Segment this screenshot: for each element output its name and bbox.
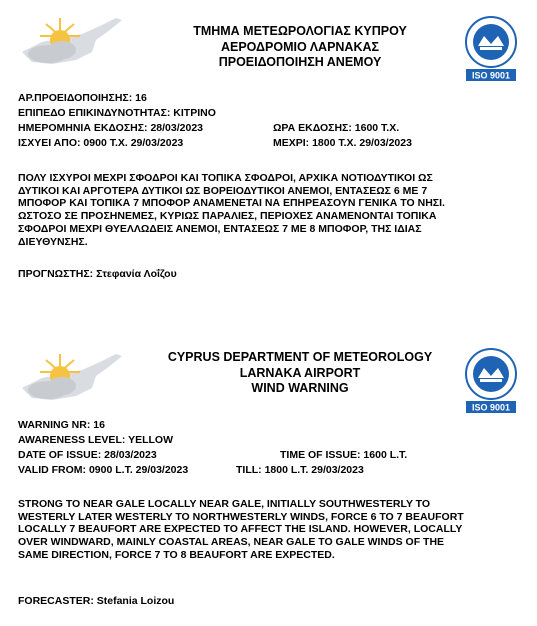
issue-time: TIME OF ISSUE: 1600 L.T. <box>280 449 408 461</box>
warning-meta <box>18 91 412 151</box>
department-title: CYPRUS DEPARTMENT OF METEOROLOGY <box>167 350 433 364</box>
iso-seal <box>462 16 520 82</box>
valid-from: ΙΣΧΥΕΙ ΑΠΟ: 0900 Τ.Χ. 29/03/2023 <box>18 137 184 149</box>
forecaster: FORECASTER: Stefania Loizou <box>18 595 175 607</box>
warning-text-line: ΔΙΕΥΘΥΝΣΗΣ. <box>18 235 88 248</box>
department-title: ΤΜΗΜΑ ΜΕΤΕΩΡΟΛΟΓΙΑΣ ΚΥΠΡΟΥ <box>193 24 407 38</box>
warning-text-line: OVER WINDWARD, MAINLY COASTAL AREAS, NEAR GALE TO GALE WINDS OF THE <box>18 536 445 549</box>
issue-date: ΗΜΕΡΟΜΗΝΙΑ ΕΚΔΟΣΗΣ: 28/03/2023 <box>18 122 204 134</box>
warning-text-line: STRONG TO NEAR GALE LOCALLY NEAR GALE, INITIALLY SOUTHWESTERLY TO <box>18 498 431 510</box>
warning-title: WIND WARNING <box>251 381 349 395</box>
warning-number: WARNING NR: 16 <box>18 419 105 431</box>
warning-text-line: LOCALLY 7 BEAUFORT ARE EXPECTED TO AFFECT THE ISLAND. HOWEVER, LOCALLY <box>18 523 463 536</box>
warning-text-line: ΠΟΛΥ ΙΣΧΥΡΟΙ ΜΕΧΡΙ ΣΦΟΔΡΟΙ ΚΑΙ ΤΟΠΙΚΑ ΣΦΟΔΡΟΙ, ΑΡΧΙΚΑ ΝΟΤΙΟΔΥΤΙΚΟΙ ΩΣ <box>18 172 433 184</box>
iso-seal <box>462 348 520 414</box>
weather-logo-icon <box>12 348 132 414</box>
header-titles <box>150 24 450 71</box>
airport-title: LARNAKA AIRPORT <box>239 365 361 380</box>
warning-title: ΠΡΟΕΙΔΟΠΟΙΗΣΗ ΑΝΕΜΟΥ <box>218 55 382 69</box>
valid-from: VALID FROM: 0900 L.T. 29/03/2023 <box>18 464 189 476</box>
warning-text-line: ΩΣΤΟΣΟ ΣΕ ΠΡΟΣΗΝΕΜΕΣ, ΚΥΡΙΩΣ ΠΑΡΑΛΙΕΣ, ΠΕΡΙΟΧΕΣ ΑΝΑΜΕΝΟΝΤΑΙ ΤΟΠΙΚΑ <box>18 210 437 223</box>
header-titles <box>140 350 460 397</box>
iso-label: ISO 9001 <box>471 70 511 81</box>
issue-time: ΩΡΑ ΕΚΔΟΣΗΣ: 1600 Τ.Χ. <box>273 122 400 134</box>
warning-text-line: ΣΦΟΔΡΟΙ ΜΕΧΡΙ ΘΥΕΛΛΩΔΕΙΣ ΑΝΕΜΟΙ, ΕΝΤΑΣΕΩΣ 7 ΜΕ 8 ΜΠΟΦΟΡ, ΤΗΣ ΙΔΙΑΣ <box>18 222 422 235</box>
warning-text-line: SAME DIRECTION, FORCE 7 TO 8 BEAUFORT ARE EXPECTED. <box>18 548 335 561</box>
airport-title: ΑΕΡΟΔΡΟΜΙΟ ΛΑΡΝΑΚΑΣ <box>220 39 380 54</box>
iso-label: ISO 9001 <box>471 402 511 413</box>
awareness-level: AWARENESS LEVEL: YELLOW <box>18 434 173 446</box>
warning-text-line: WESTERLY LATER WESTERLY TO NORTHWESTERLY WINDS, FORCE 6 TO 7 BEAUFORT <box>18 510 464 523</box>
awareness-level: ΕΠΙΠΕΔΟ ΕΠΙΚΙΝΔΥΝΟΤΗΤΑΣ: ΚΙΤΡΙΝΟ <box>18 107 216 119</box>
weather-logo-icon <box>12 12 132 78</box>
forecaster: ΠΡΟΓΝΩΣΤΗΣ: Στεφανία Λοΐζου <box>18 268 177 280</box>
valid-till: ΜΕΧΡΙ: 1800 Τ.Χ. 29/03/2023 <box>273 137 412 149</box>
warning-meta <box>18 418 408 478</box>
warning-text-line: ΜΠΟΦΟΡ ΚΑΙ ΤΟΠΙΚΑ 7 ΜΠΟΦΟΡ ΑΝΑΜΕΝΕΤΑΙ ΝΑ ΕΠΗΡΕΑΣΟΥΝ ΓΕΝΙΚΑ ΤΟ ΝΗΣΙ. <box>18 197 445 210</box>
warning-number: ΑΡ.ΠΡΟΕΙΔΟΠΟΙΗΣΗΣ: 16 <box>18 92 147 104</box>
english-warning-section <box>0 336 537 626</box>
valid-till: TILL: 1800 L.T. 29/03/2023 <box>236 464 364 476</box>
warning-text-line: ΔΥΤΙΚΟΙ ΚΑΙ ΑΡΓΟΤΕΡΑ ΔΥΤΙΚΟΙ ΩΣ ΒΟΡΕΙΟΔΥΤΙΚΟΙ ΑΝΕΜΟΙ, ΕΝΤΑΣΕΩΣ 6 ΜΕ 7 <box>18 184 428 197</box>
issue-date: DATE OF ISSUE: 28/03/2023 <box>18 449 157 461</box>
warning-text <box>18 172 523 248</box>
warning-text <box>18 498 523 562</box>
